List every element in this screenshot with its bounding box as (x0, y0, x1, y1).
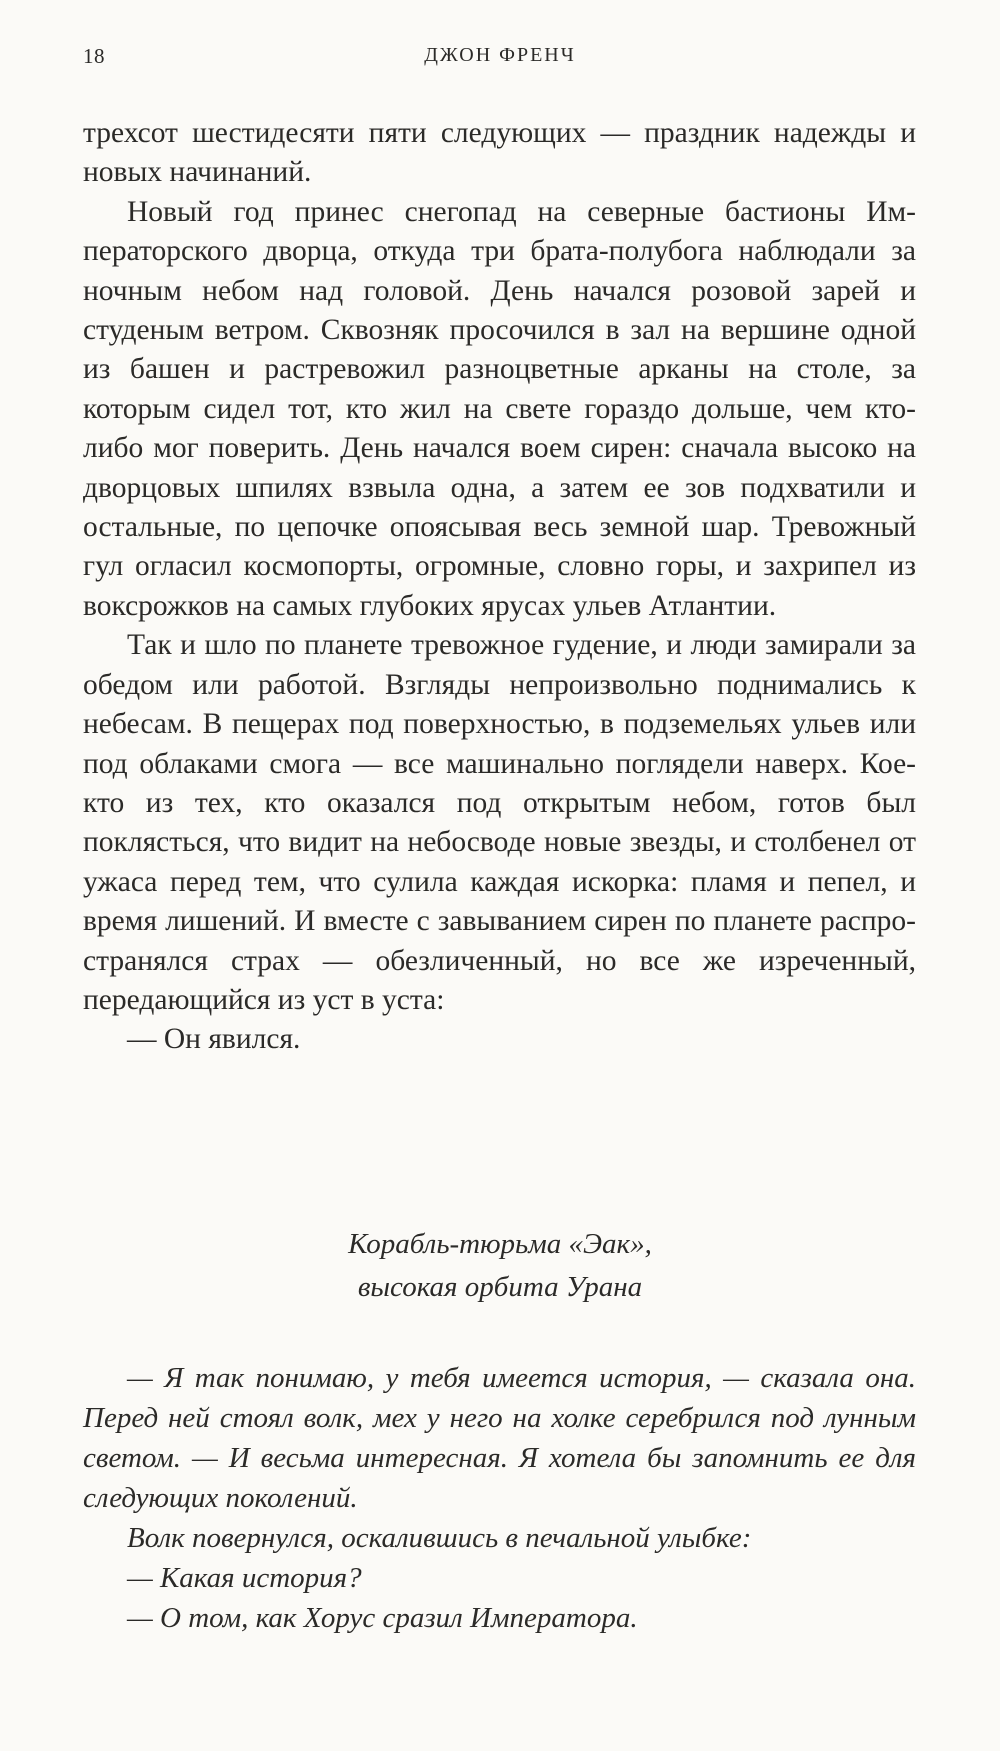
main-text (83, 114, 916, 1060)
paragraph: Новый год принес снегопад на северные бастионы Императорского дворца, откуда три брата-полубога наблюдали за ночным небом над головой. День начался розовой зарей и студеным ветром. Сквозняк просочился в зал на вершине одной из башен и растревожил разноцветные арканы на столе, за которым сидел тот, кто жил на свете гораздо дольше, чем кто-либо мог поверить. День начался воем сирен: сначала высоко на дворцовых шпилях взвыла одна, а затем ее зов подхватили и остальные, по цепочке опоясывая весь земной шар. Тревожный гул огласил космопорты, огромные, словно горы, и захрипел из воксрожков на самых глубоких ярусах ульев Атлантии. (83, 195, 916, 622)
paragraph: трехсот шестидесяти пяти следующих — праздник надежды и новых начинаний. (83, 117, 916, 189)
running-head: ДЖОН ФРЕНЧ (424, 44, 576, 66)
paragraph: Так и шло по планете тревожное гудение, и люди замирали за обедом или работой. Взгляды непроизвольно поднимались к небесам. В пещерах под поверхностью, в подземельях ульев или под облаками смога — все машинально поглядели наверх. Кое-кто из тех, кто оказался под открытым небом, готов был поклясться, что видит на небосводе новые звезды, и столбенел от ужаса перед тем, что сулила каждая искорка: пламя и пепел, и время лишений. И вместе с завыванием сирен по планете распространялся страх — обезличенный, но все же изреченный, передающийся из уст в уста: (83, 629, 916, 1016)
section-text (83, 1358, 916, 1638)
section-heading-line: Корабль-тюрьма «Эак», (348, 1228, 652, 1260)
page-number: 18 (83, 44, 105, 68)
paragraph: — О том, как Хорус сразил Императора. (127, 1602, 638, 1634)
section-heading-line: высокая орбита Урана (357, 1271, 643, 1303)
paragraph: Волк повернулся, оскалившись в печальной улыбке: (127, 1522, 752, 1554)
paragraph: — Какая история? (127, 1562, 362, 1594)
paragraph: — Я так понимаю, у тебя имеется история, — сказала она. Перед ней стоял волк, мех у него на холке серебрился под лунным светом. — И весьма интересная. Я хотела бы запомнить ее для следующих поколений. (83, 1362, 916, 1514)
paragraph: — Он явился. (127, 1023, 301, 1056)
section-heading (0, 1223, 1000, 1309)
